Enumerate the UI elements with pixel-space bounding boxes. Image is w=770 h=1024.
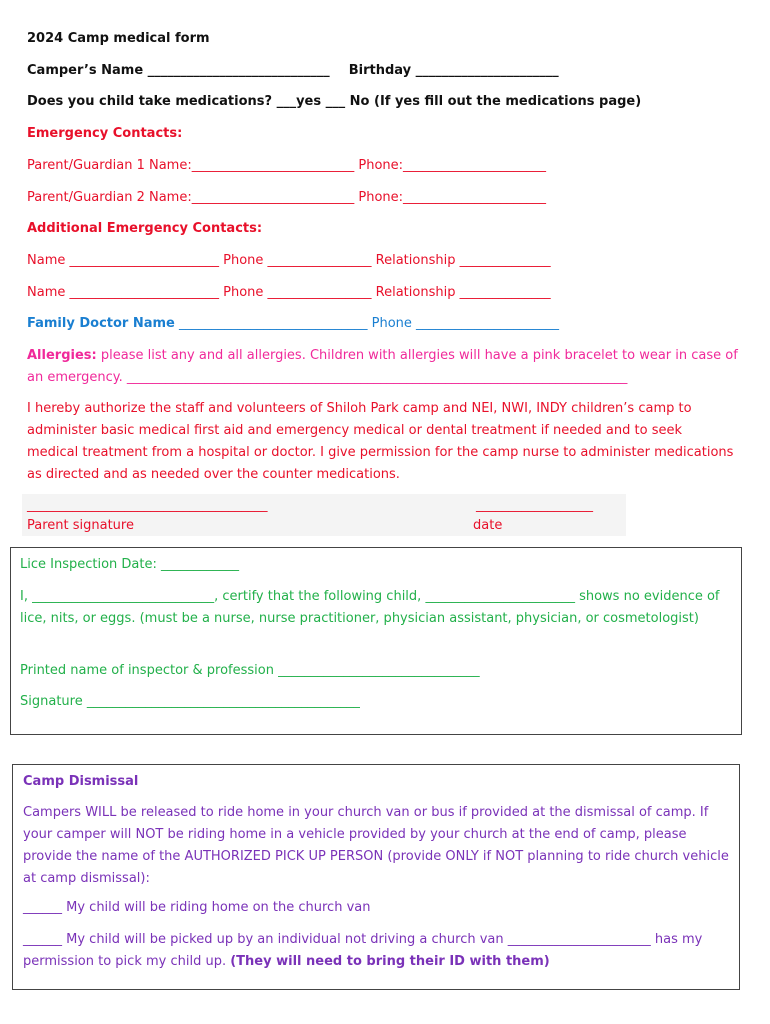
- medications-question[interactable]: Does you child take medications? ___yes ___ No (If yes fill out the medications page): [27, 94, 642, 109]
- camp-dismissal-box: [12, 764, 740, 990]
- allergies-text: please list any and all allergies. Children with allergies will have a pink bracelet to wear in case of an emergency. _____________________________________________________________________________: [27, 348, 738, 385]
- camp-dismissal-heading: Camp Dismissal: [23, 774, 139, 789]
- date-label: date: [473, 518, 503, 533]
- inspector-signature-field[interactable]: Signature __________________________________________: [20, 694, 360, 709]
- camper-name-field[interactable]: Camper’s Name ____________________________: [27, 63, 330, 78]
- inspector-name-field[interactable]: Printed name of inspector & profession _______________________________: [20, 663, 480, 678]
- family-doctor-label: Family Doctor Name: [27, 316, 175, 331]
- guardian-2-field[interactable]: Parent/Guardian 2 Name:_________________________ Phone:______________________: [27, 190, 547, 205]
- lice-inspection-date-field[interactable]: Lice Inspection Date: ____________: [20, 557, 239, 572]
- additional-contacts-heading: Additional Emergency Contacts:: [27, 221, 263, 236]
- additional-contact-1-field[interactable]: Name _______________________ Phone ________________ Relationship ______________: [27, 253, 551, 268]
- allergies-field[interactable]: [27, 345, 743, 389]
- parent-signature-label: Parent signature: [27, 518, 134, 533]
- additional-contact-2-field[interactable]: Name _______________________ Phone ________________ Relationship ______________: [27, 285, 551, 300]
- parent-signature-line[interactable]: _____________________________________: [27, 498, 268, 513]
- allergies-label: Allergies:: [27, 348, 97, 363]
- emergency-contacts-heading: Emergency Contacts:: [27, 126, 183, 141]
- dismissal-option-pickup[interactable]: [23, 929, 729, 973]
- date-line[interactable]: __________________: [476, 498, 593, 513]
- guardian-1-field[interactable]: Parent/Guardian 1 Name:_________________________ Phone:______________________: [27, 158, 547, 173]
- birthday-field[interactable]: Birthday ______________________: [348, 63, 559, 78]
- authorization-statement: I hereby authorize the staff and volunteers of Shiloh Park camp and NEI, NWI, INDY children’s camp to administer basic medical first aid and emergency medical or dental treatment if needed and to seek medical treatment from a hospital or doctor. I give permission for the camp nurse to administer medications as directed and as needed over the counter medications.: [27, 401, 734, 482]
- form-title: 2024 Camp medical form: [27, 31, 210, 46]
- family-doctor-field[interactable]: [27, 316, 559, 331]
- lice-certification-statement[interactable]: I, ____________________________, certify that the following child, _______________________ shows no evidence of lice, nits, or eggs. (must be a nurse, nurse practitioner, physician assistant, physician, or cosmetologist): [20, 589, 720, 626]
- dismissal-option-van[interactable]: ______ My child will be riding home on the church van: [23, 900, 371, 915]
- camper-info-row: [27, 63, 559, 78]
- pickup-option-text: ______ My child will be picked up by an individual not driving a church van ______________________ has my permission to pick my child up.: [23, 932, 703, 969]
- camp-dismissal-text: Campers WILL be released to ride home in your church van or bus if provided at the dismissal of camp. If your camper will NOT be riding home in a vehicle provided by your church at the end of camp, please provide the name of the AUTHORIZED PICK UP PERSON (provide ONLY if NOT planning to ride church vehicle at camp dismissal):: [23, 805, 729, 886]
- lice-inspection-box: [10, 547, 742, 735]
- family-doctor-blanks: _____________________________ Phone ______________________: [179, 316, 560, 331]
- pickup-id-note: (They will need to bring their ID with them): [230, 954, 550, 969]
